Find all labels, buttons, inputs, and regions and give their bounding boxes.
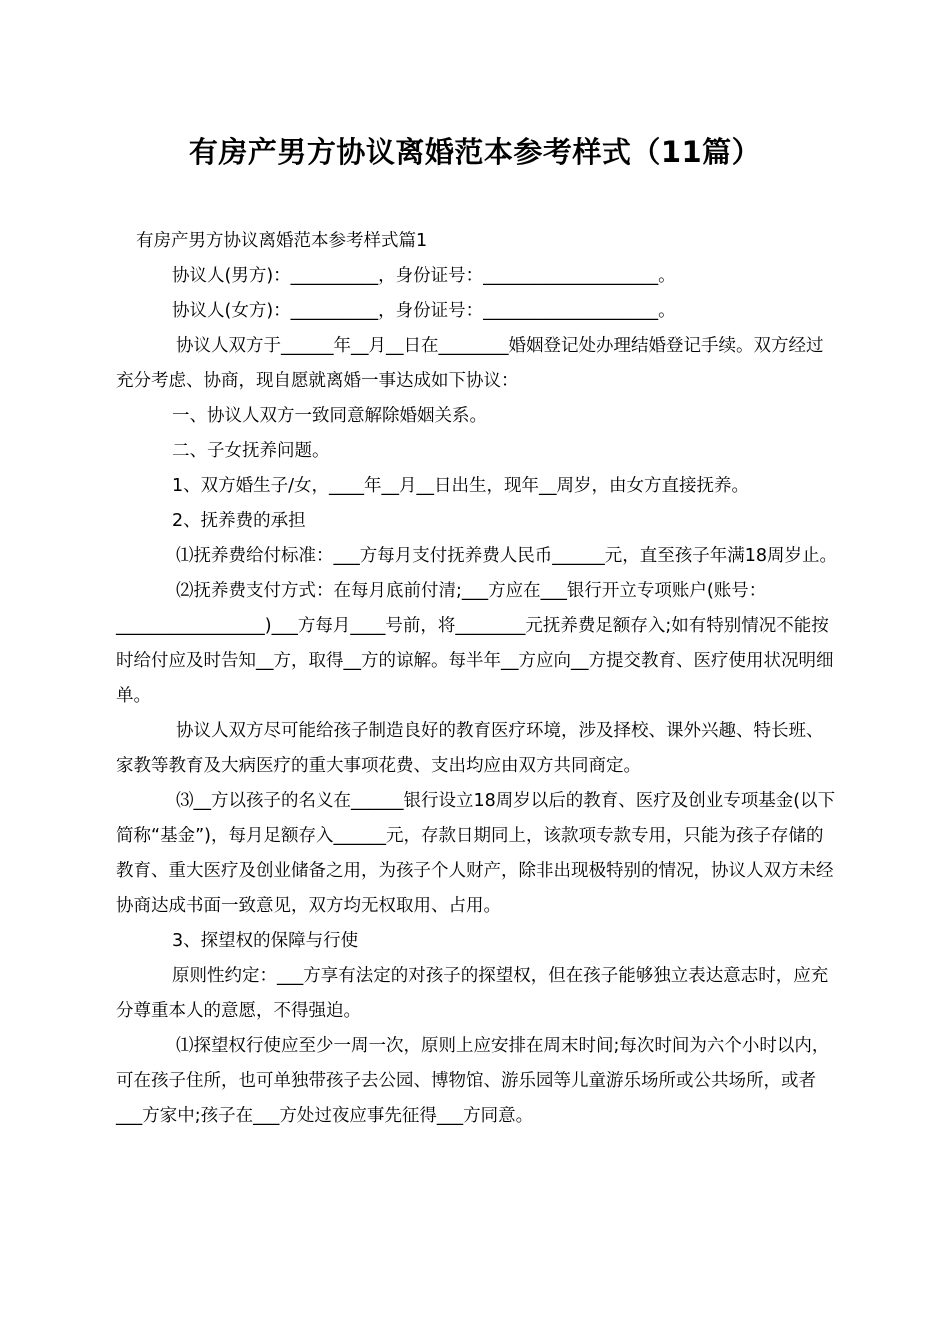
- paragraph-male-party: 协议人(男方)：__________，身份证号：____________________。: [172, 266, 676, 286]
- document-body: [116, 224, 840, 1134]
- document-title: 有房产男方协议离婚范本参考样式（11篇）: [188, 135, 762, 169]
- paragraph-female-party: 协议人(女方)：__________，身份证号：____________________。: [172, 301, 676, 321]
- paragraph-clause-1: 一、协议人双方一致同意解除婚姻关系。: [172, 406, 487, 426]
- paragraph-education-environment: 协议人双方尽可能给孩子制造良好的教育医疗环境，涉及择校、课外兴趣、特长班、家教等教育及大病医疗的重大事项花费、支出均应由双方共同商定。: [116, 721, 824, 776]
- paragraph-support-standard: ⑴抚养费给付标准：___方每月支付抚养费人民币______元，直至孩子年满18周岁止。: [176, 546, 838, 566]
- paragraph-visitation-principle: 原则性约定：___方享有法定的对孩子的探望权，但在孩子能够独立表达意志时，应充分尊重本人的意愿，不得强迫。: [116, 966, 829, 1021]
- paragraph-visitation-heading: 3、探望权的保障与行使: [172, 931, 359, 951]
- paragraph-marriage-registration: 协议人双方于______年__月__日在________婚姻登记处办理结婚登记手续。双方经过充分考虑、协商，现自愿就离婚一事达成如下协议：: [116, 336, 824, 391]
- paragraph-support-heading: 2、抚养费的承担: [172, 511, 306, 531]
- section-heading: 有房产男方协议离婚范本参考样式篇1: [136, 231, 428, 251]
- paragraph-support-method: ⑵抚养费支付方式：在每月底前付清;___方应在___银行开立专项账户(账号：_________________)___方每月____号前，将________元抚养费足额存入;如有特别情况不能按时给付应及时告知__方，取得__方的谅解。每半年__方应向__方提交教育、医疗使用状况明细单。: [116, 581, 834, 706]
- paragraph-child-info: 1、双方婚生子/女，____年__月__日出生，现年__周岁，由女方直接抚养。: [172, 476, 750, 496]
- paragraph-clause-2: 二、子女抚养问题。: [172, 441, 330, 461]
- paragraph-fund: ⑶__方以孩子的名义在______银行设立18周岁以后的教育、医疗及创业专项基金(以下简称“基金”)，每月足额存入______元，存款日期同上，该款项专款专用，只能为孩子存储的教育、重大医疗及创业储备之用，为孩子个人财产，除非出现极特别的情况，协议人双方未经协商达成书面一致意见，双方均无权取用、占用。: [116, 791, 836, 916]
- paragraph-visitation-frequency: ⑴探望权行使应至少一周一次，原则上应安排在周末时间;每次时间为六个小时以内，可在孩子住所，也可单独带孩子去公园、博物馆、游乐园等儿童游乐场所或公共场所，或者___方家中;孩子在___方处过夜应事先征得___方同意。: [116, 1036, 830, 1126]
